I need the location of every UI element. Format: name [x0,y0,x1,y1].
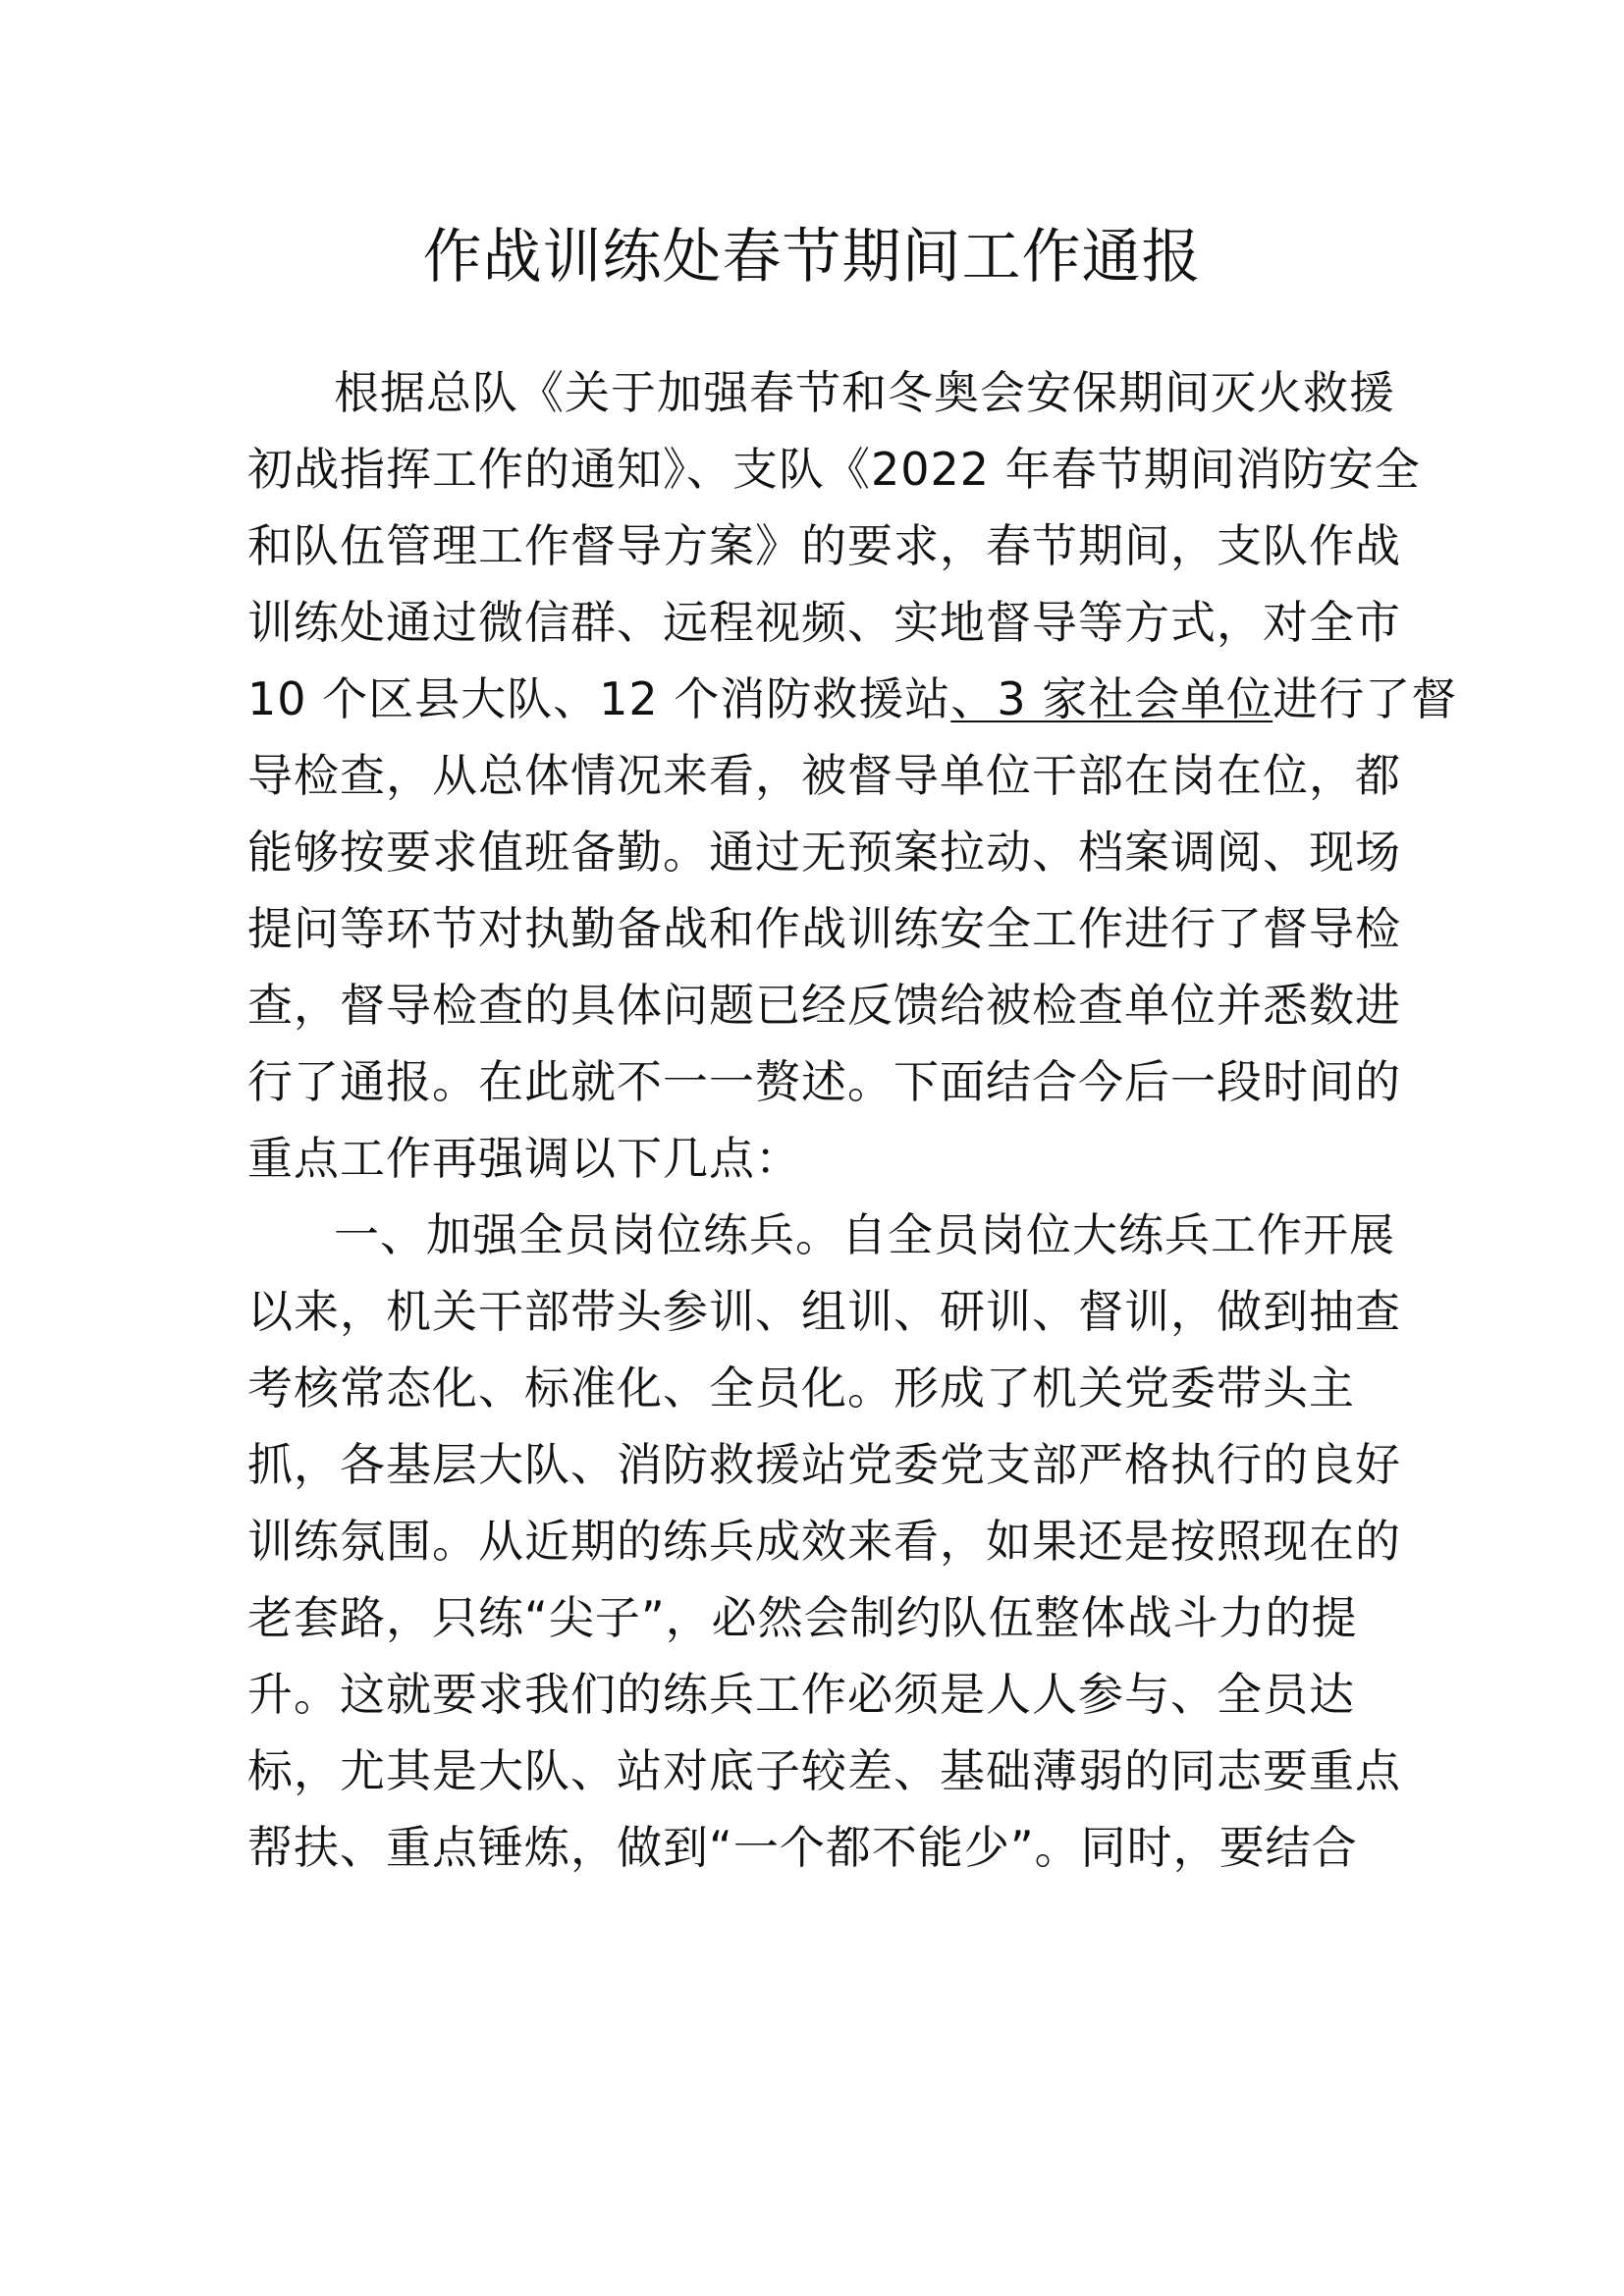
paragraph-line: 根据总队《关于加强春节和冬奥会安保期间灭火救援 [334,366,1395,419]
underlined-text: 、3 家社会单位 [950,672,1273,725]
paragraph-line: 帮扶、重点锤炼，做到“一个都不能少”。同时，要结合 [247,1821,1358,1874]
line-text: 进行了督 [1272,672,1458,725]
paragraph-line: 考核常态化、标准化、全员化。形成了机关党委带头主 [247,1362,1355,1415]
paragraph-line: 导检查，从总体情况来看，被督导单位干部在岗在位，都 [247,749,1401,802]
paragraph-line: 训练氛围。从近期的练兵成效来看，如果还是按照现在的 [247,1515,1401,1568]
paragraph-line: 重点工作再强调以下几点： [247,1132,801,1185]
paragraph-line: 提问等环节对执勤备战和作战训练安全工作进行了督导检 [247,902,1401,955]
paragraph-line: 以来，机关干部带头参训、组训、研训、督训，做到抽查 [247,1285,1401,1338]
paragraph-line: 抓，各基层大队、消防救援站党委党支部严格执行的良好 [247,1438,1401,1491]
paragraph-line: 查，督导检查的具体问题已经反馈给被检查单位并悉数进 [247,979,1401,1032]
paragraph-line: 升。这就要求我们的练兵工作必须是人人参与、全员达 [247,1668,1355,1721]
paragraph-line: 一、加强全员岗位练兵。自全员岗位大练兵工作开展 [334,1208,1395,1261]
paragraph-line: 标，尤其是大队、站对底子较差、基础薄弱的同志要重点 [247,1744,1401,1797]
paragraph-line: 训练处通过微信群、远程视频、实地督导等方式，对全市 [247,596,1401,649]
paragraph-line [247,669,1457,728]
paragraph-line: 和队伍管理工作督导方案》的要求，春节期间，支队作战 [247,519,1401,572]
paragraph-line: 初战指挥工作的通知》、支队《2022 年春节期间消防安全 [247,443,1421,496]
line-text: 10 个区县大队、12 个消防救援站 [247,672,951,725]
paragraph-line: 老套路，只练“尖子”，必然会制约队伍整体战斗力的提 [247,1591,1358,1644]
paragraph-line: 能够按要求值班备勤。通过无预案拉动、档案调阅、现场 [247,826,1401,879]
page-title: 作战训练处春节期间工作通报 [422,223,1202,292]
paragraph-line: 行了通报。在此就不一一赘述。下面结合今后一段时间的 [247,1055,1401,1108]
